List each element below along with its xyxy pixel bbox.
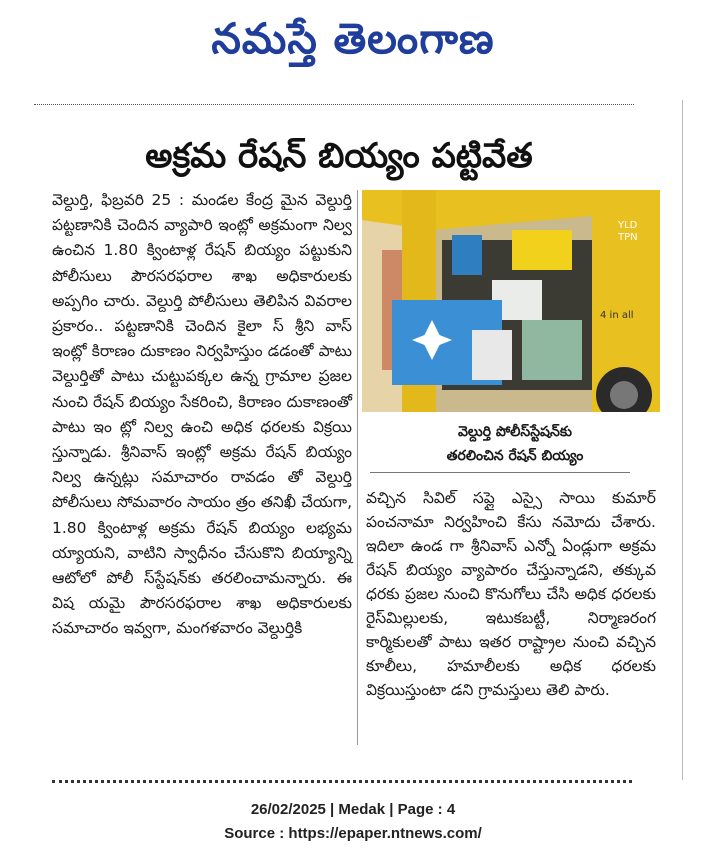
- cut-text-top: [34, 96, 634, 105]
- caption-line1: వెల్దుర్తి పోలీస్‌స్టేషన్‌కు: [457, 424, 573, 440]
- auto-rickshaw-photo: [362, 190, 660, 412]
- caption-rule: [370, 472, 630, 473]
- page-edge-rule: [682, 100, 683, 780]
- column-divider: [357, 190, 358, 745]
- newspaper-masthead: నమస్తే తెలంగాణ: [211, 14, 495, 63]
- article-body-left: వెల్దుర్తి, ఫిబ్రవరి 25 : మండల కేంద్ర మైన వెల్దుర్తి పట్టణానికి చెందిన వ్యాపారి ఇంట్లో అక్రమంగా నిల్వ ఉంచిన 1.80 క్వింటాళ్ల రేషన్‌ బియ్యం పట్టుకుని పోలీసులు పౌరసరఫరాల శాఖ అధికారులకు అప్పగిం చారు. వెల్దుర్తి పోలీసులు తెలిపిన వివరాల ప్రకారం.. పట్టణానికి చెందిన కైలా స్‌ శ్రీని వాస్‌ ఇంట్లో కిరాణం దుకాణం నిర్వహిస్తుం డడంతో పాటు వెల్దుర్తితో పాటు చుట్టుపక్కల ఉన్న గ్రామాల ప్రజల నుంచి రేషన్‌ బియ్యం సేకరించి, కిరాణం దుకాణంతో పాటు ఇం ట్లో నిల్వ ఉంచి అధిక ధరలకు విక్రయి స్తున్నాడు. శ్రీనివాస్‌ ఇంట్లో అక్రమ రేషన్‌ బియ్యం నిల్వ ఉన్నట్లు సమాచారం రావడం తో వెల్దుర్తి పోలీసులు సోమవారం సాయం త్రం తనిఖీ చేయగా, 1.80 క్వింటాళ్ల అక్రమ రేషన్‌ బియ్యం లభ్యమ య్యాయని, వాటిని స్వాధీనం చేసుకొని బియ్యాన్ని ఆటోలో పోలీ స్‌స్టేషన్‌కు తరలించామన్నారు. ఈ విష యమై పౌరసరఫరాల శాఖ అధికారులకు సమాచారం ఇవ్వగా, మంగళవారం వెల్దుర్తికి: [52, 191, 352, 638]
- news-photo: [362, 190, 660, 412]
- page-footer: [0, 798, 706, 846]
- footer-date-edition: 26/02/2025 | Medak | Page : 4: [250, 801, 456, 818]
- photo-caption: [400, 420, 630, 468]
- vehicle-text: 4 in all: [600, 310, 634, 321]
- photo-watermark-line2: TPN: [618, 232, 638, 243]
- article-headline: అక్రమ రేషన్‌ బియ్యం పట్టివేత: [145, 136, 533, 176]
- article-column-left: [52, 188, 352, 642]
- caption-line2: తరలించిన రేషన్‌ బియ్యం: [446, 448, 584, 464]
- article-column-right: [366, 486, 656, 702]
- photo-watermark-line1: YLD: [618, 220, 638, 231]
- article-body-right: వచ్చిన సివిల్‌ సప్లై ఎస్సై సాయి కుమార్‌ పంచనామా నిర్వహించి కేసు నమోదు చేశారు. ఇదిలా ఉండ గా శ్రీనివాస్‌ ఎన్నో ఏండ్లుగా అక్రమ రేషన్‌ బియ్యం వ్యాపారం చేస్తున్నాడని, తక్కువ ధరకు ప్రజల నుంచి కొనుగోలు చేసి అధిక ధరలకు రైస్‌మిల్లులకు, ఇటుకబట్టీ, నిర్మాణరంగ కార్మికులతో పాటు ఇతర రాష్ట్రాల నుంచి వచ్చిన కూలీలు, హమాలీలకు అధిక ధరలకు విక్రయిస్తుంటా డని గ్రామస్తులు తెలి పారు.: [366, 489, 656, 699]
- footer-source: Source : https://epaper.ntnews.com/: [224, 825, 482, 842]
- cut-text-bottom: [52, 770, 632, 783]
